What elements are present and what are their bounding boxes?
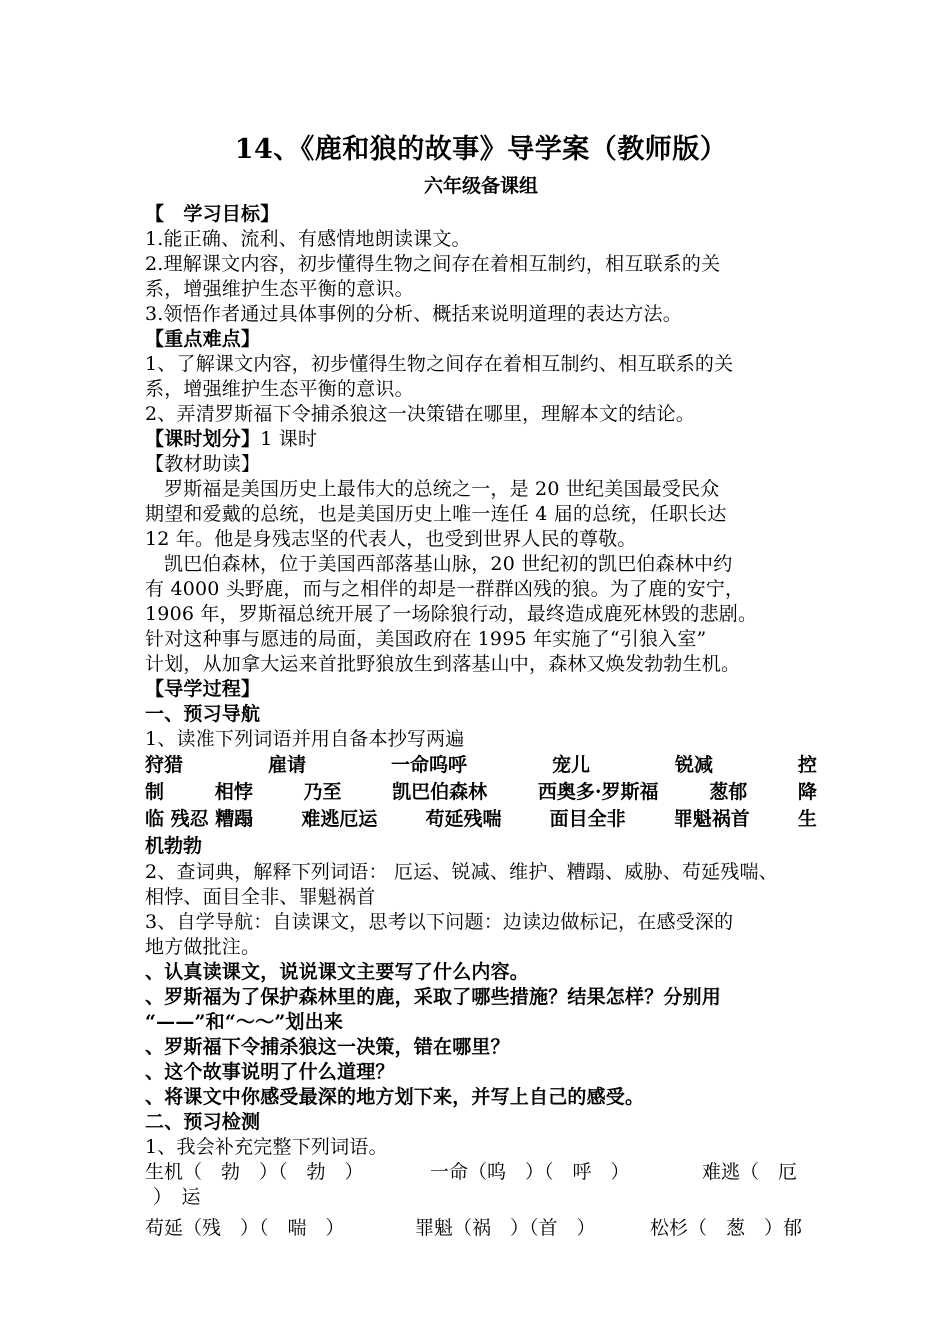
question-line: 、将课文中你感受最深的地方划下来，并写上自己的感受。 [145,1086,645,1108]
question-line: 、这个故事说明了什么道理？ [145,1061,395,1083]
goals-line: 3.领悟作者通过具体事例的分析、概括来说明道理的表达方法。 [145,303,682,325]
fill-blank-item: 难逃（ 厄 [702,1161,798,1183]
vocab-word: 制 [145,781,165,803]
reading-line: 罗斯福是美国历史上最伟大的总统之一，是 20 世纪美国最受民众 [164,478,720,500]
question-line: 、罗斯福下令捕杀狼这一决策，错在哪里？ [145,1036,510,1058]
reading-line: 1906 年，罗斯福总统开展了一场除狼行动，最终造成鹿死林毁的悲剧。 [145,603,758,625]
word-row [145,779,817,806]
vocab-word: 凯巴伯森林 [392,781,488,803]
question-line: 、罗斯福为了保护森林里的鹿，采取了哪些措施？结果怎样？分别用 [145,986,722,1008]
vocab-word: 罪魁祸首 [673,808,750,830]
goals-line: 2.理解课文内容，初步懂得生物之间存在着相互制约，相互联系的关 [145,253,721,275]
section-heading: 一、预习导航 [145,703,261,725]
document-page [145,128,817,1241]
vocab-word: 机勃勃 [145,835,203,857]
task-line: 1、读准下列词语并用自备本抄写两遍 [145,728,465,750]
vocab-word: 面目全非 [549,808,626,830]
goals-heading: 【 学习目标】 [145,203,280,225]
fill-blank-item: 一命（呜 ）（ 呼 ） [430,1161,630,1183]
goals-line: 1.能正确、流利、有感情地朗读课文。 [145,228,471,250]
fill-row-wrap: ） 运 [153,1186,201,1208]
vocab-word: 雇请 [267,754,306,776]
task-line: 地方做批注。 [145,936,261,958]
goals-line: 系，增强维护生态平衡的意识。 [145,278,414,300]
process-heading: 【导学过程】 [145,678,261,700]
reading-line: 期望和爱戴的总统，也是美国历史上唯一连任 4 届的总统，任职长达 [145,503,727,525]
vocab-word: 一命呜呼 [390,754,467,776]
question-line: 、认真读课文，说说课文主要写了什么内容。 [145,961,530,983]
task-line: 1、我会补充完整下列词语。 [145,1136,388,1158]
vocab-word: 宠儿 [551,754,590,776]
periods-heading: 【课时划分】 [145,428,261,450]
vocab-word: 狩猎 [145,754,184,776]
vocab-word: 降 [797,781,817,803]
vocab-word: 生 [797,808,817,830]
task-line: 2、查词典，解释下列词语： 厄运、锐减、维护、糟蹋、威胁、苟延残喘、 [145,861,778,883]
reading-heading: 【教材助读】 [145,453,261,475]
fill-row [145,1216,817,1241]
key-points-heading: 【重点难点】 [145,328,261,350]
reading-line: 12 年。他是身残志坚的代表人，也受到世界人民的尊敬。 [145,528,637,550]
fill-row [145,1160,817,1185]
vocab-word: 相悖 [214,781,253,803]
fill-blank-item: 生机（ 勃 ）（ 勃 ） [145,1161,364,1183]
word-row [145,752,817,779]
reading-line: 计划，从加拿大运来首批野狼放生到落基山中，森林又焕发勃勃生机。 [145,653,741,675]
reading-line: 有 4000 头野鹿，而与之相伴的却是一群群凶残的狼。为了鹿的安宁， [145,578,745,600]
vocab-word: 苟延残喘 [425,808,502,830]
fill-blank-item: 罪魁（祸 ）（首 ） [415,1217,596,1239]
vocab-word: 西奥多·罗斯福 [537,781,659,803]
fill-blank-item: 苟延（残 ）（ 喘 ） [145,1217,345,1239]
key-points-line: 系，增强维护生态平衡的意识。 [145,378,414,400]
fill-blank-item: 松杉（ 葱 ）郁 [650,1217,803,1239]
page-title: 14、《鹿和狼的故事》导学案（教师版） [234,134,728,165]
reading-line: 凯巴伯森林，位于美国西部落基山脉，20 世纪初的凯巴伯森林中约 [164,553,733,575]
task-line: 相悖、面目全非、罪魁祸首 [145,886,376,908]
task-line: 3、自学导航：自读课文，思考以下问题：边读边做标记，在感受深的 [145,911,734,933]
vocab-word: 乃至 [303,781,342,803]
periods-line [145,427,817,452]
key-points-line: 2、弄清罗斯福下令捕杀狼这一决策错在哪里，理解本文的结论。 [145,403,695,425]
key-points-line: 1、了解课文内容，初步懂得生物之间存在着相互制约、相互联系的关 [145,353,734,375]
question-line: “——”和“～～”划出来 [145,1011,344,1033]
vocab-word: 锐减 [674,754,713,776]
vocab-word: 葱郁 [709,781,748,803]
reading-line: 针对这种事与愿违的局面，美国政府在 1995 年实施了“引狼入室” [145,628,707,650]
author-line: 六年级备课组 [423,175,538,197]
word-row [145,806,817,833]
section-heading: 二、预习检测 [145,1111,261,1133]
vocab-word: 临 残忍 糟蹋 [145,808,254,830]
vocab-word: 难逃厄运 [301,808,378,830]
vocab-word: 控 [797,754,817,776]
periods-value: 1 课时 [260,428,318,450]
word-row [145,833,817,860]
